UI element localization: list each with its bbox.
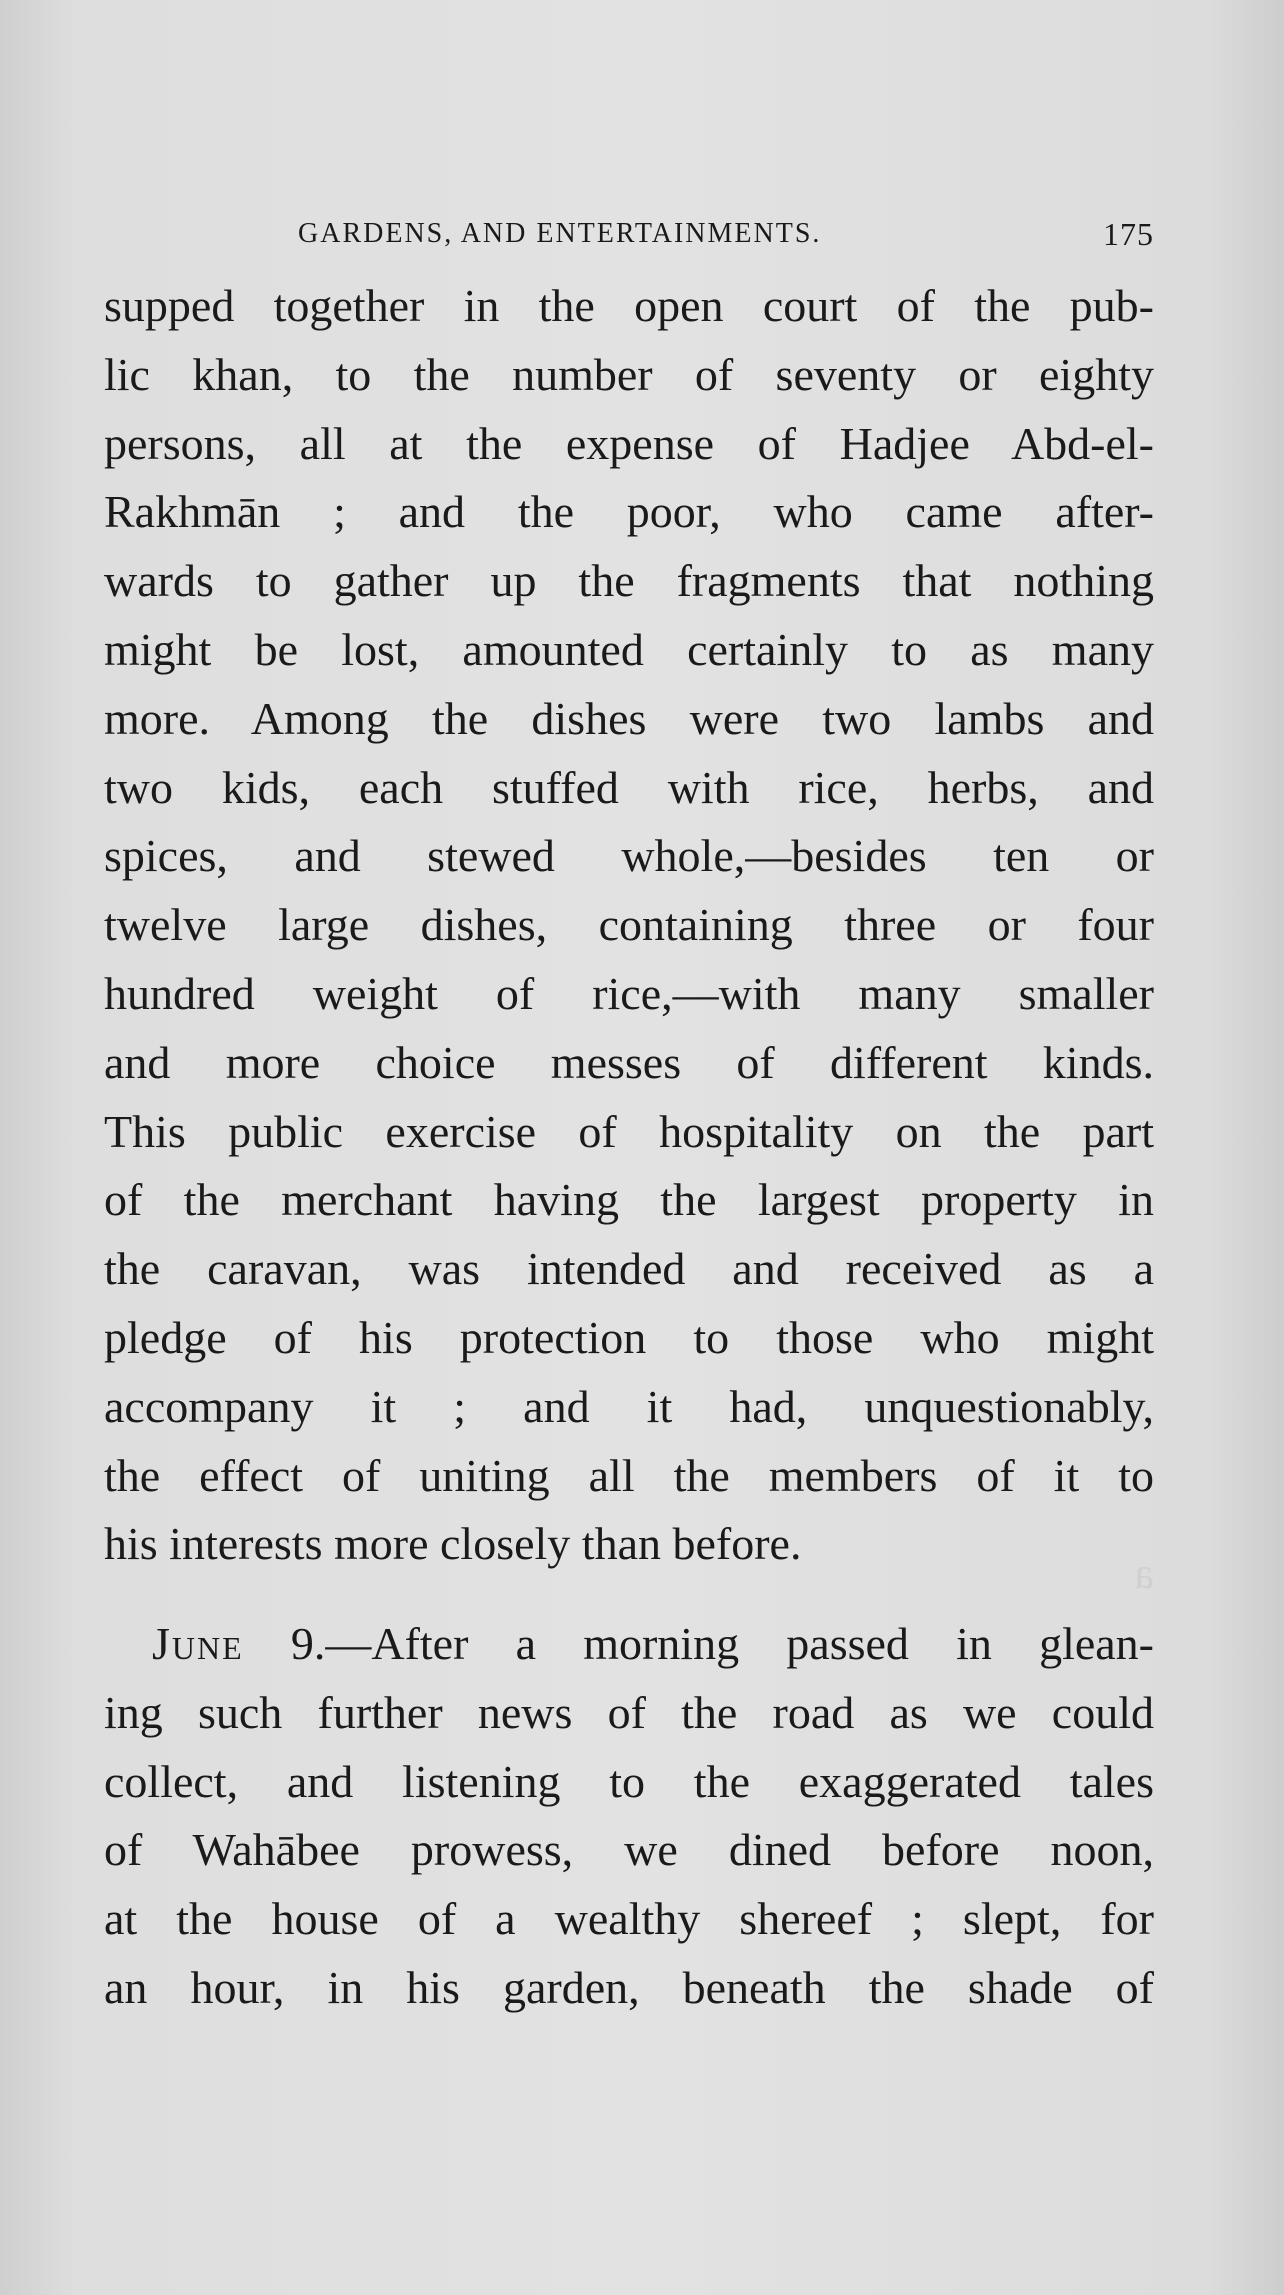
text-line: might be lost, amounted certainly to as many: [104, 623, 1154, 675]
paragraph-1: [104, 272, 1154, 1579]
text-line-first: [104, 1610, 1154, 1679]
text-line: pledge of his protection to those who might: [104, 1311, 1154, 1363]
text-line: twelve large dishes, containing three or four: [104, 899, 1154, 951]
text-line: accompany it ; and it had, unquestionably,: [104, 1380, 1154, 1432]
running-head: [104, 212, 1154, 262]
text-line: his interests more closely than before.: [104, 1518, 802, 1570]
text-line: at the house of a wealthy shereef ; slept, for: [104, 1893, 1154, 1945]
text-line: spices, and stewed whole,—besides ten or: [104, 830, 1154, 882]
text-line: two kids, each stuffed with rice, herbs, and: [104, 761, 1154, 813]
paragraph-2: [104, 1610, 1154, 2023]
text-line: the caravan, was intended and received as a: [104, 1243, 1154, 1295]
running-title: GARDENS, AND ENTERTAINMENTS.: [298, 218, 822, 249]
text-line: hundred weight of rice,—with many smaller: [104, 967, 1154, 1019]
date-label: June: [152, 1618, 244, 1669]
text-line: wards to gather up the fragments that nothing: [104, 555, 1154, 607]
text-line: of the merchant having the largest property in: [104, 1174, 1154, 1226]
text-line: more. Among the dishes were two lambs and: [104, 692, 1154, 744]
text-line: collect, and listening to the exaggerated tales: [104, 1755, 1154, 1807]
page-number: 175: [1103, 216, 1154, 252]
text-line: the effect of uniting all the members of it to: [104, 1449, 1154, 1501]
text-line: This public exercise of hospitality on the part: [104, 1105, 1154, 1157]
text-line: ing such further news of the road as we could: [104, 1686, 1154, 1738]
text-line: an hour, in his garden, beneath the shade of: [104, 1961, 1154, 2013]
text-line: persons, all at the expense of Hadjee Abd-el-: [104, 417, 1154, 469]
first-line-text: 9.—After a morning passed in glean-: [243, 1618, 1154, 1669]
text-line: lic khan, to the number of seventy or eighty: [104, 348, 1154, 400]
text-line: and more choice messes of different kinds.: [104, 1036, 1154, 1088]
show-through-text: a: [1134, 1549, 1154, 1598]
text-line: supped together in the open court of the pub-: [104, 280, 1154, 331]
text-line: of Wahābee prowess, we dined before noon,: [104, 1824, 1154, 1876]
text-line: Rakhmān ; and the poor, who came after-: [104, 486, 1154, 538]
